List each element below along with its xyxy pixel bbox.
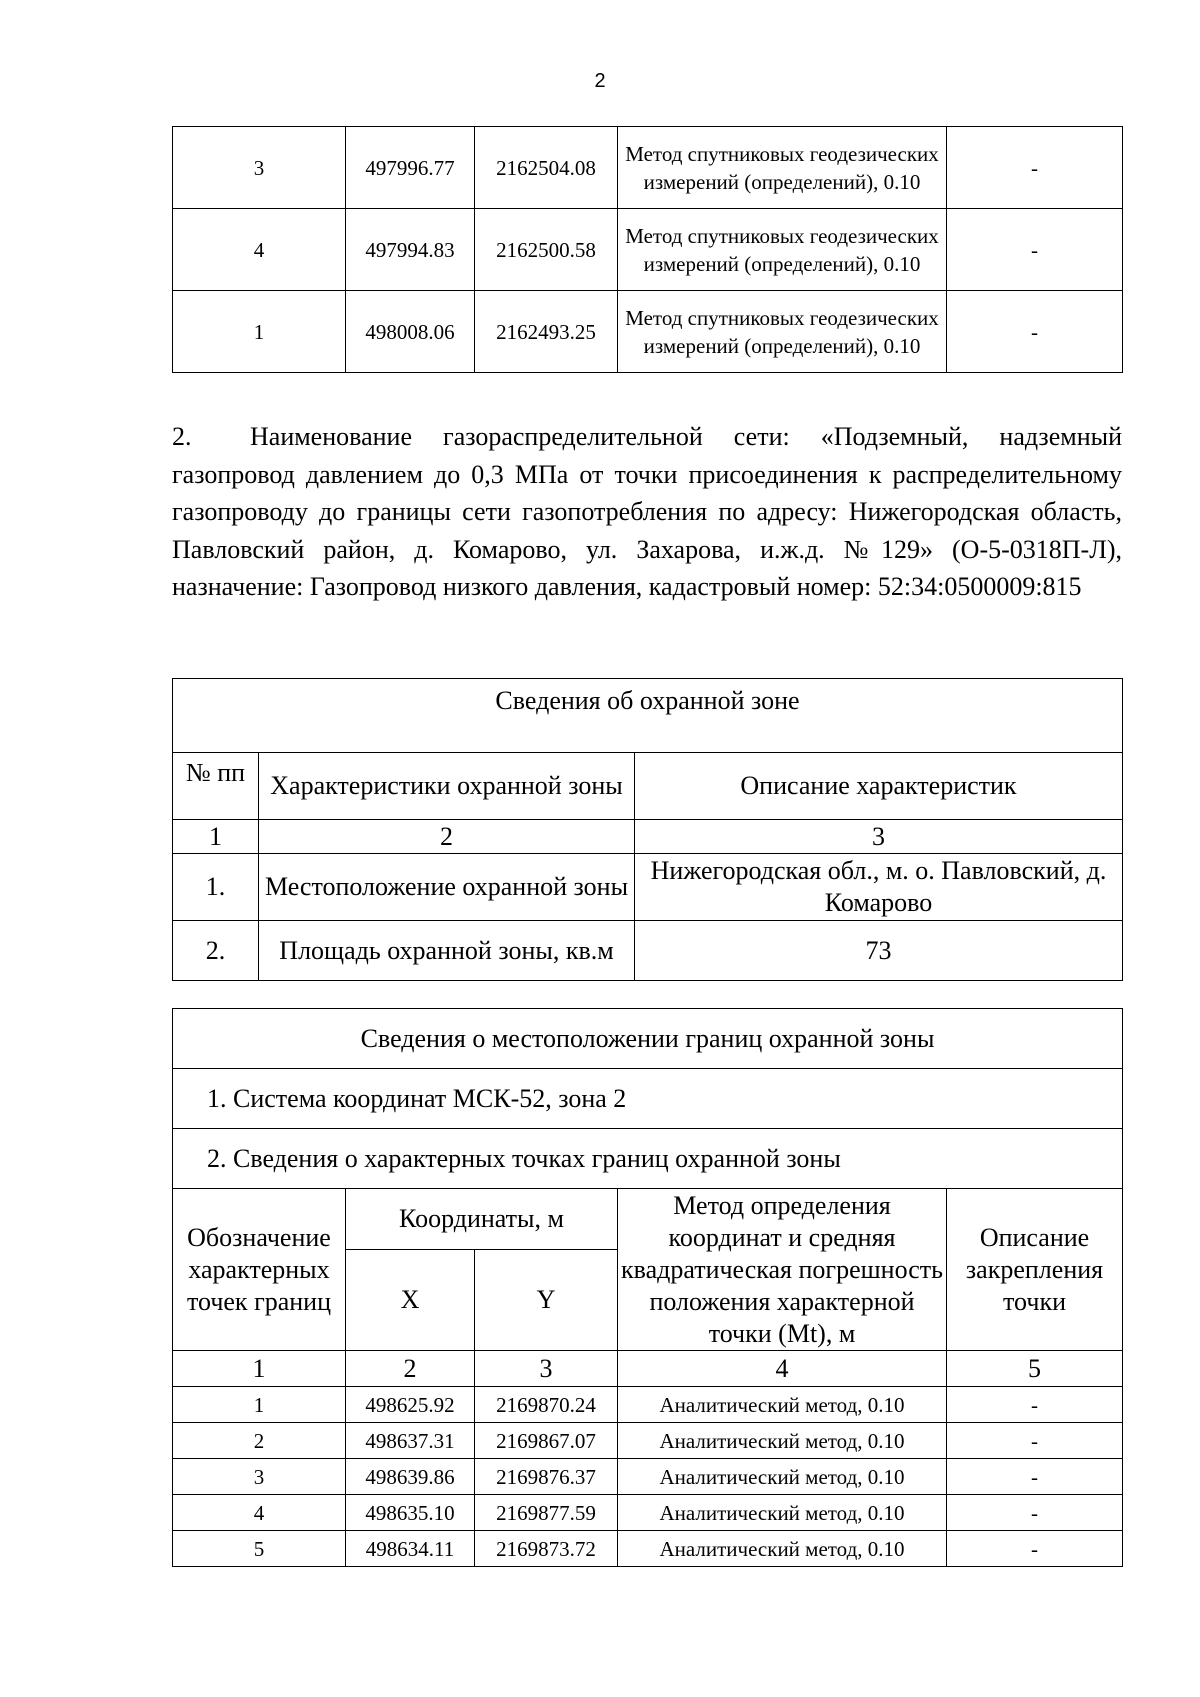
zone-boundaries-table [172,1008,1123,1567]
coordinates-table-continuation [172,126,1123,373]
coord-x: 497996.77 [346,127,475,209]
point-description: - [947,1495,1123,1531]
header-method: Метод определения координат и средняя квадратическая погрешность положения характерной точки (Mt), м [618,1189,947,1351]
header-point: Обозначение характерных точек границ [173,1189,346,1351]
method: Аналитический метод, 0.10 [618,1531,947,1567]
method: Метод спутниковых геодезических измерений (определений), 0.10 [618,127,947,209]
point-description: - [947,1423,1123,1459]
coord-x: 498637.31 [346,1423,475,1459]
table-row [173,1495,1123,1531]
paragraph-number: 2. [172,422,192,451]
table-row [173,921,1123,981]
point-description: - [947,1387,1123,1423]
coord-y: 2169870.24 [475,1387,618,1423]
table-row [173,854,1123,921]
paragraph-text: Наименование газораспределительной сети: «Подземный, надземный газопровод давлением до 0,3 МПа от точки присоединения к распределительному газопроводу до границы сети газопотребления по адресу: Нижегородская область, Павловский район, д. Комарово, ул. Захарова, и.ж.д. №129» (О-5-0318П-Л), назначение: Газопровод низкого давления, кадастровый номер: 52:34:0500009:815 [172,422,1122,602]
point-number: 3 [173,127,346,209]
point-description: - [947,1459,1123,1495]
index-cell: 5 [947,1351,1123,1387]
point-number: 1 [173,1387,346,1423]
point-description: - [947,1531,1123,1567]
index-cell: 2 [259,820,635,854]
index-cell: 2 [346,1351,475,1387]
header-number: № пп [173,753,259,820]
row-characteristic: Местоположение охранной зоны [259,854,635,921]
coordinate-system: 1. Система координат МСК-52, зона 2 [173,1069,1123,1129]
index-cell: 1 [173,820,259,854]
header-coordinates: Координаты, м [346,1189,618,1250]
point-number: 1 [173,291,346,373]
coord-x: 498634.11 [346,1531,475,1567]
method: Аналитический метод, 0.10 [618,1423,947,1459]
point-number: 4 [173,1495,346,1531]
method: Аналитический метод, 0.10 [618,1495,947,1531]
coord-y: 2169873.72 [475,1531,618,1567]
table-caption: Сведения об охранной зоне [173,679,1123,753]
table-row [173,1531,1123,1567]
network-description-paragraph [172,418,1122,606]
table-row [173,209,1123,291]
coord-x: 498635.10 [346,1495,475,1531]
point-number: 2 [173,1423,346,1459]
coord-y: 2162500.58 [475,209,618,291]
index-cell: 4 [618,1351,947,1387]
row-description: 73 [635,921,1123,981]
method: Метод спутниковых геодезических измерений (определений), 0.10 [618,209,947,291]
coord-x: 498008.06 [346,291,475,373]
header-description: Описание закрепления точки [947,1189,1123,1351]
row-characteristic: Площадь охранной зоны, кв.м [259,921,635,981]
table-row [173,1423,1123,1459]
table-row [173,1459,1123,1495]
coord-y: 2169867.07 [475,1423,618,1459]
coord-y: 2169877.59 [475,1495,618,1531]
header-x: X [346,1250,475,1351]
point-number: 3 [173,1459,346,1495]
table-caption: Сведения о местоположении границ охранной зоны [173,1009,1123,1069]
coord-y: 2162504.08 [475,127,618,209]
point-number: 5 [173,1531,346,1567]
table-row [173,291,1123,373]
method: Аналитический метод, 0.10 [618,1459,947,1495]
index-cell: 3 [475,1351,618,1387]
method: Аналитический метод, 0.10 [618,1387,947,1423]
index-cell: 3 [635,820,1123,854]
row-number: 2. [173,921,259,981]
coord-x: 497994.83 [346,209,475,291]
point-description: - [947,209,1123,291]
header-description: Описание характеристик [635,753,1123,820]
method: Метод спутниковых геодезических измерений (определений), 0.10 [618,291,947,373]
points-caption: 2. Сведения о характерных точках границ охранной зоны [173,1129,1123,1189]
point-number: 4 [173,209,346,291]
point-description: - [947,127,1123,209]
protection-zone-table [172,678,1123,981]
coord-x: 498639.86 [346,1459,475,1495]
table-row [173,1387,1123,1423]
header-characteristics: Характеристики охранной зоны [259,753,635,820]
table-row [173,127,1123,209]
row-number: 1. [173,854,259,921]
header-y: Y [475,1250,618,1351]
point-description: - [947,291,1123,373]
coord-y: 2169876.37 [475,1459,618,1495]
page-number: 2 [594,70,606,92]
coord-y: 2162493.25 [475,291,618,373]
row-description: Нижегородская обл., м. о. Павловский, д. Комарово [635,854,1123,921]
coord-x: 498625.92 [346,1387,475,1423]
index-cell: 1 [173,1351,346,1387]
